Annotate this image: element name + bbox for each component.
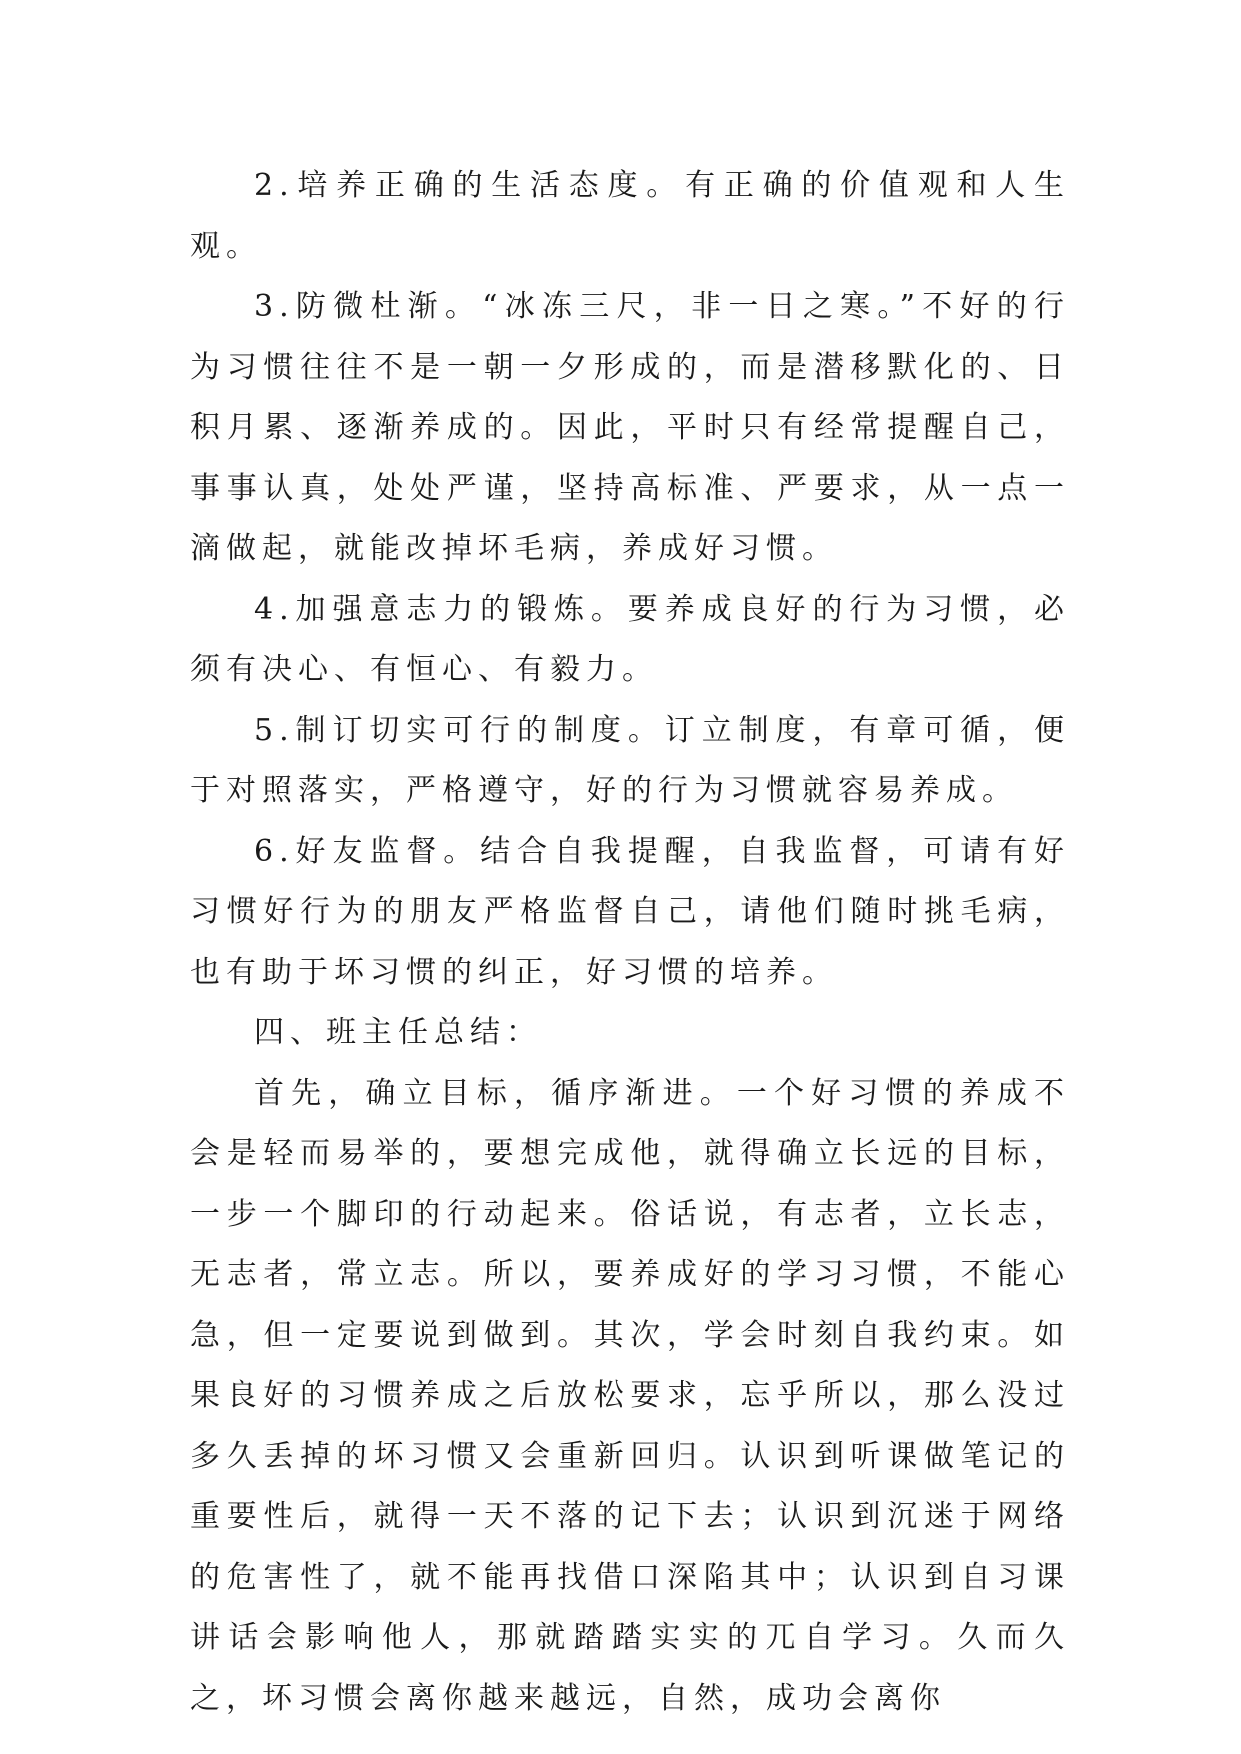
document-body: [190, 156, 1070, 1729]
paragraph-item-2: 2.培养正确的生活态度。有正确的价值观和人生观。: [190, 168, 1070, 264]
paragraph-item-3: 3.防微杜渐。“冰冻三尺，非一日之寒。”不好的行为习惯往往不是一朝一夕形成的，而是潜移默化的、日积月累、逐渐养成的。因此，平时只有经常提醒自己，事事认真，处处严谨，坚持高标准、严要求，从一点一滴做起，就能改掉坏毛病，养成好习惯。: [190, 289, 1070, 566]
summary-paragraph: 首先，确立目标，循序渐进。一个好习惯的养成不会是轻而易举的，要想完成他，就得确立长远的目标，一步一个脚印的行动起来。俗话说，有志者，立长志，无志者，常立志。所以，要养成好的学习习惯，不能心急，但一定要说到做到。其次，学会时刻自我约束。如果良好的习惯养成之后放松要求，忘乎所以，那么没过多久丢掉的坏习惯又会重新回归。认识到听课做笔记的重要性后，就得一天不落的记下去；认识到沉迷于网络的危害性了，就不能再找借口深陷其中；认识到自习课讲话会影响他人，那就踏踏实实的兀自学习。久而久之，坏习惯会离你越来越远，自然，成功会离你: [190, 1075, 1070, 1716]
paragraph-item-5: 5.制订切实可行的制度。订立制度，有章可循，便于对照落实，严格遵守，好的行为习惯就容易养成。: [190, 712, 1070, 808]
section-heading-summary: 四、班主任总结：: [254, 1015, 542, 1050]
paragraph-item-4: 4.加强意志力的锻炼。要养成良好的行为习惯，必须有决心、有恒心、有毅力。: [190, 591, 1070, 687]
paragraph-item-6: 6.好友监督。结合自我提醒，自我监督，可请有好习惯好行为的朋友严格监督自己，请他们随时挑毛病，也有助于坏习惯的纠正，好习惯的培养。: [190, 833, 1070, 990]
